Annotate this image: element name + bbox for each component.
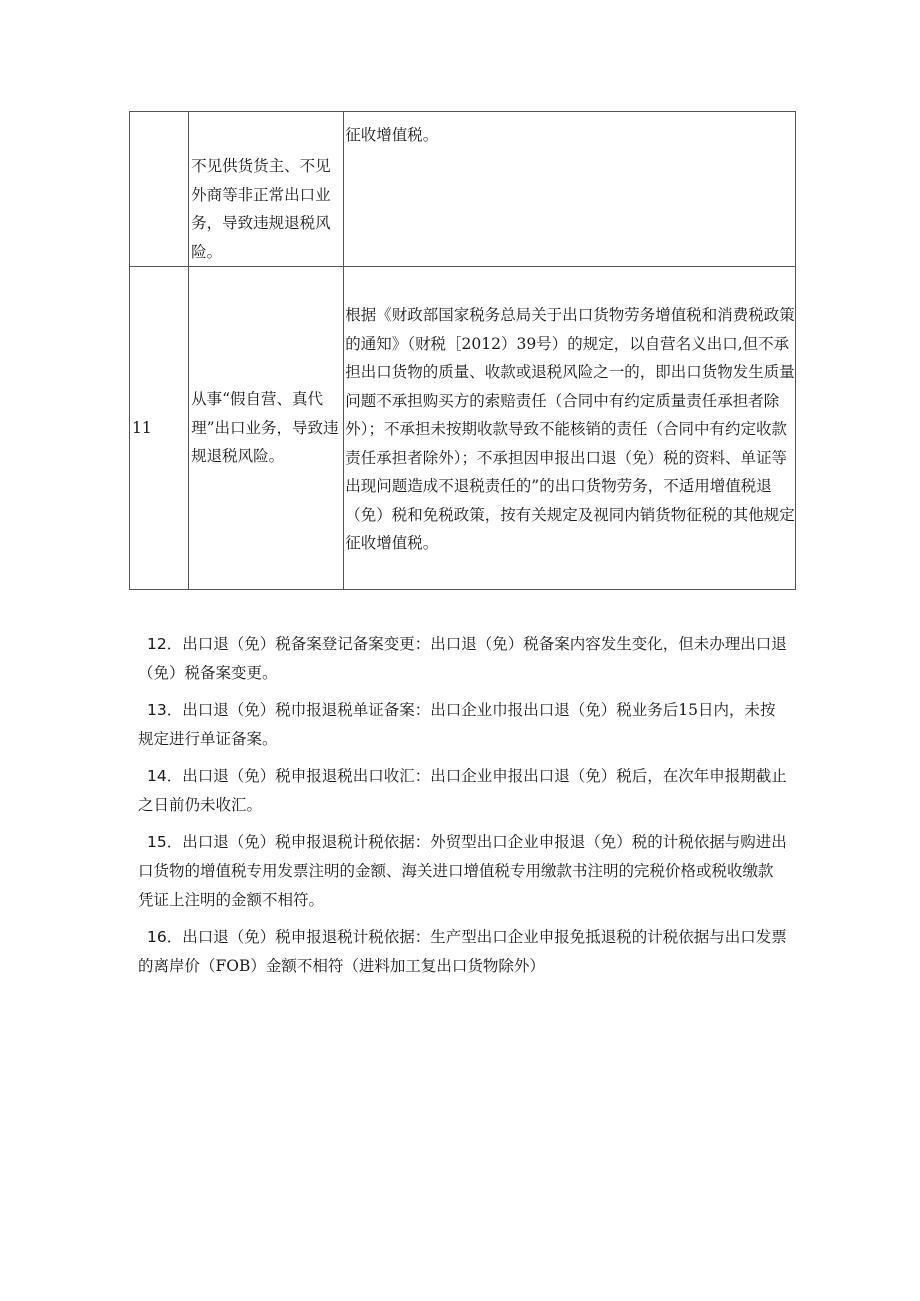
item-text: ．出口退（免）税备案登记备案变更：出口退（免）税备案内容发生变化，但未办理出口退（免）税备案变更。 (138, 635, 787, 682)
item-number: 12 (147, 635, 167, 653)
item-text: ．出口退（免）税巾报退税单证备案：出口企业巾报出口退（免）税业务后15日内，未按规定进行单证备案。 (138, 701, 776, 748)
list-item (138, 828, 788, 915)
list-item (138, 696, 788, 754)
list-item (138, 630, 788, 688)
policy-basis: 根据《财政部国家税务总局关于出口货物劳务增值税和消费税政策的通知》（财税［2012）39号）的规定，以自营名义出口,但不承担出口货物的质量、收款或退税风险之一的，即出口货物发生质量问题不承担购买方的索赔责任（合同中有约定质量责任承担者除外）；不承担未按期收款导致不能核销的责任（合同中有约定收款责任承担者除外）；不承担因申报出口退（免）税的资料、单证等出现问题造成不退税责任的”的出口货物劳务，不适用增值税退（免）税和免税政策，按有关规定及视同内销货物征税的其他规定征收增值税。 (345, 306, 795, 552)
row-number: 11 (132, 418, 152, 437)
item-number: 13 (147, 701, 167, 719)
row-number-cell (130, 267, 189, 590)
policy-basis-cell (344, 267, 796, 590)
policy-basis-cell (344, 112, 796, 267)
risk-description: 从事“假自营、真代理”出口业务，导致违规退税风险。 (191, 390, 339, 465)
numbered-item-list (138, 630, 788, 989)
list-item (138, 762, 788, 820)
item-text: ．出口退（免）税申报退税出口收汇：出口企业申报出口退（免）税后，在次年申报期截止之日前仍未收汇。 (138, 767, 787, 814)
list-item (138, 923, 788, 981)
item-text: ．出口退（免）税申报退税计税依据：外贸型出口企业申报退（免）税的计税依据与购进出口货物的增值税专用发票注明的金额、海关进口增值税专用缴款书注明的完税价格或税收缴款凭证上注明的金额不相符。 (138, 833, 787, 909)
risk-description: 不见供货货主、不见外商等非正常出口业务，导致违规退税风险。 (191, 157, 331, 261)
item-number: 15 (147, 833, 167, 851)
risk-table (129, 111, 796, 590)
table-row (130, 112, 796, 267)
table-row (130, 267, 796, 590)
risk-description-cell (189, 267, 344, 590)
item-text: ．出口退（免）税申报退税计税依据：生产型出口企业申报免抵退税的计税依据与出口发票的离岸价（FOB）金额不相符（进料加工复出口货物除外） (138, 928, 787, 975)
row-number-cell (130, 112, 189, 267)
item-number: 16 (147, 928, 167, 946)
risk-description-cell (189, 112, 344, 267)
policy-basis: 征收增值税。 (345, 126, 439, 144)
item-number: 14 (147, 767, 167, 785)
